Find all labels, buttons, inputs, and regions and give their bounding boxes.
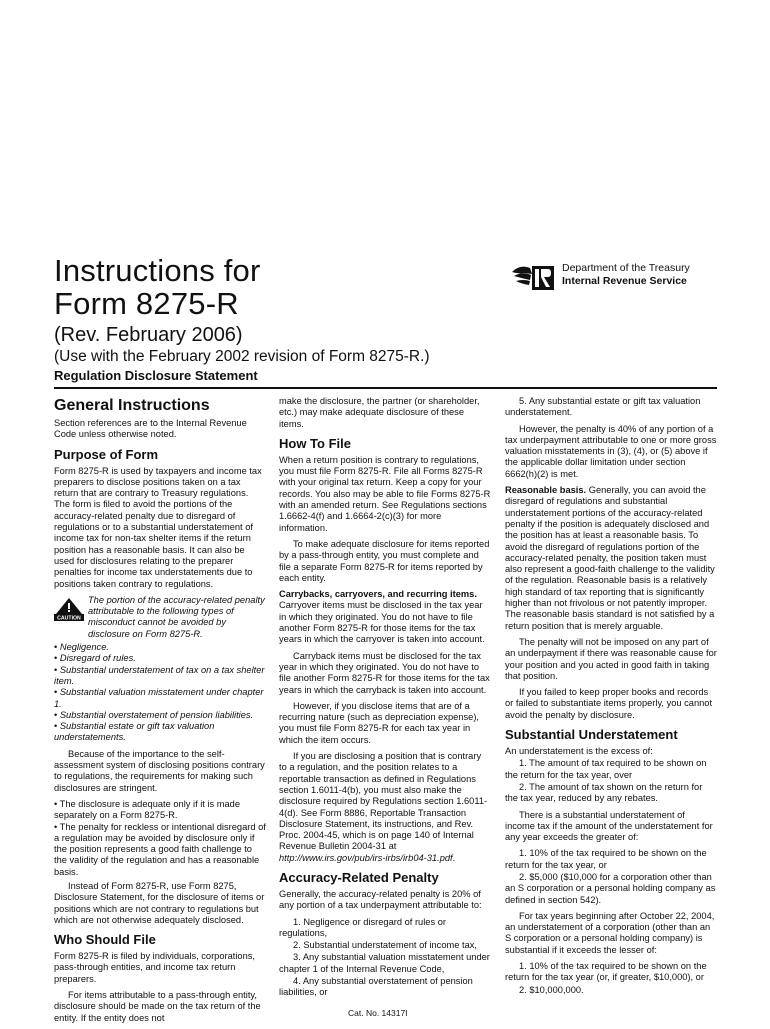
recurring-paragraph: However, if you disclose items that are of a recurring nature (such as depreciation expense), you must file Form 8275-R for each tax year in which the item occurs. xyxy=(279,700,479,745)
agency-department: Department of the Treasury xyxy=(562,262,690,274)
column-1 xyxy=(54,396,266,1029)
list-item: 3. Any substantial valuation misstatement under chapter 1 of the Internal Revenue Code, xyxy=(279,952,490,974)
use-with-note: (Use with the February 2002 revision of Form 8275-R.) xyxy=(54,348,430,365)
header-divider xyxy=(54,387,717,389)
corporation-paragraph: For tax years beginning after October 22, 2004, an understatement of a corporation (other than an S corporation or a personal holding company) is substantial if it exceeds the lesser of: xyxy=(505,910,715,955)
records-paragraph: If you failed to keep proper books and records or failed to substantiate items properly, you cannot avoid the penalty by disclosure. xyxy=(505,687,713,720)
list-item: 4. Any substantial overstatement of pension liabilities, or xyxy=(279,976,473,998)
carryover-paragraph: Carrybacks, carryovers, and recurring items. Carryover items must be disclosed in the tax year in which they originated. You do not have to file another Form 8275-R for those items for the tax years in which the carryover is taken into account. xyxy=(279,589,485,645)
list-item: • Substantial overstatement of pension liabilities. xyxy=(54,709,254,720)
list-item: 2. Substantial understatement of income tax, xyxy=(293,940,477,951)
list-item: 1. The amount of tax required to be shown on the return for the tax year, over xyxy=(505,758,707,780)
continued-paragraph: make the disclosure, the partner (or shareholder, etc.) may make adequate disclosure of these items. xyxy=(279,396,480,429)
substantial-understatement-heading: Substantial Understatement xyxy=(505,727,678,743)
list-item: • The penalty for reckless or intentional disregard of a regulation may be avoided by disclosure only if the position represents a good faith challenge to the validity of the regulation and has a reasonable basis. xyxy=(54,821,266,877)
column-2 xyxy=(279,396,491,1004)
how-paragraph-1: When a return position is contrary to regulations, you must file Form 8275-R. File all Forms 8275-R with your original tax return. Keep a copy for your records. You also may be able to file Forms 8275-R with an amended return. See Regulations sections 1.6662-4(f) and 1.6664-2(c)(3) for more information. xyxy=(279,454,491,533)
good-faith-paragraph: The penalty will not be imposed on any part of an underpayment if there was reasonable cause for your position and you acted in good faith in taking that position. xyxy=(505,636,717,681)
page-title-line1: Instructions for xyxy=(54,253,261,288)
list-item: • Negligence. xyxy=(54,642,109,653)
misconduct-list xyxy=(54,642,266,744)
purpose-paragraph: Form 8275-R is used by taxpayers and income tax preparers to disclose positions taken on a tax return that are contrary to Treasury regulations. The form is filed to avoid the portions of the accuracy-related penalty due to disregard of regulations or to a substantial understatement of income tax for non-tax shelter items if the return position has a reasonable basis. It can also be used for disclosures relating to the preparer penalties for income tax understatements due to positions taken contrary to regulations. xyxy=(54,465,262,589)
importance-paragraph: Because of the importance to the self-assessment system of disclosing positions contrary to regulations, the requirements for making such disclosures are stringent. xyxy=(54,748,265,793)
who-paragraph-2: For items attributable to a pass-through entity, disclosure should be made on the tax return of the entity. If the entity does not xyxy=(54,990,261,1023)
catalog-number: Cat. No. 14317I xyxy=(348,1008,408,1018)
list-item: 1. 10% of the tax required to be shown on the return for the tax year (or, if greater, $10,000), or xyxy=(505,961,707,983)
caution-text: The portion of the accuracy-related penalty attributable to the following types of misconduct cannot be avoided by disclosure on Form 8275-R. xyxy=(88,594,265,639)
title-block xyxy=(54,254,514,348)
list-item: 2. The amount of tax shown on the return for the tax year, reduced by any rebates. xyxy=(505,781,703,804)
irs-eagle-logo-icon xyxy=(510,262,556,292)
substantial-paragraph: There is a substantial understatement of income tax if the amount of the understatement for any year exceeds the greater of: xyxy=(505,809,713,843)
list-item: • Substantial estate or gift tax valuation understatements. xyxy=(54,721,215,743)
who-paragraph-1: Form 8275-R is filed by individuals, corporations, pass-through entities, and income tax return preparers. xyxy=(54,951,256,984)
list-item: 5. Any substantial estate or gift tax valuation understatement. xyxy=(505,396,701,418)
general-intro: Section references are to the Internal Revenue Code unless otherwise noted. xyxy=(54,418,247,440)
accuracy-paragraph: Generally, the accuracy-related penalty is 20% of any portion of a tax underpayment attributable to: xyxy=(279,888,482,911)
how-to-file-heading: How To File xyxy=(279,435,351,451)
page-title-line2: Form 8275-R xyxy=(54,286,239,321)
purpose-heading: Purpose of Form xyxy=(54,446,159,462)
list-item: 2. $5,000 ($10,000 for a corporation other than an S corporation or a personal holding company as defined in section 542). xyxy=(505,871,716,905)
reasonable-basis-paragraph: Reasonable basis. Generally, you can avoid the disregard of regulations and substantial understatement portions of the accuracy-related penalty if the position is adequately disclosed and the position has at least a reasonable basis. To avoid the disregard of regulations portion of the accuracy-related penalty, the position taken must also represent a good-faith challenge to the validity of the regulation. Reasonable basis is a relatively high standard of tax reporting that is significantly higher than not frivolous or not patently improper. The reasonable basis standard is not satisfied by a return position that is merely arguable. xyxy=(505,485,715,631)
disclosure-notes-list xyxy=(54,799,266,878)
accuracy-penalty-heading: Accuracy-Related Penalty xyxy=(279,869,439,885)
column-3 xyxy=(505,396,717,1001)
general-instructions-heading: General Instructions xyxy=(54,397,210,414)
carryback-paragraph: Carryback items must be disclosed for the tax year in which they originated. You do not have to file another Form 8275-R for those items for the tax years in which the carryback is taken into account. xyxy=(279,650,490,695)
list-item: 1. 10% of the tax required to be shown on the return for the tax year, or xyxy=(505,848,707,870)
list-item: • Substantial valuation misstatement under chapter 1. xyxy=(54,687,264,709)
reportable-paragraph: If you are disclosing a position that is contrary to a regulation, and the position relates to a reportable transaction as defined in Regulations section 1.6011-4(b), you must also make the disclosure required by Regulations section 1.6011-4(d). See Form 8886, Reportable Transaction Disclosure Statement, its instructions, and Rev. Proc. 2004-45, which is on page 140 of Internal Revenue Bulletin 2004-31 at http://www.irs.gov/pub/irs-irbs/irb04-31.pdf. xyxy=(279,751,488,863)
list-item: 1. Negligence or disregard of rules or regulations, xyxy=(279,916,446,938)
irb-link[interactable]: http://www.irs.gov/pub/irs-irbs/irb04-31.pdf xyxy=(279,852,453,863)
agency-irs: Internal Revenue Service xyxy=(562,275,687,287)
form-8275-paragraph: Instead of Form 8275-R, use Form 8275, Disclosure Statement, for the disclosure of items or positions which are not contrary to regulations but which are not otherwise adequately disclosed. xyxy=(54,880,265,925)
how-paragraph-2: To make adequate disclosure for items reported by a pass-through entity, you must complete and file a separate Form 8275-R for items reported by each entity. xyxy=(279,538,490,583)
caution-icon xyxy=(54,597,84,621)
form-subtitle: Regulation Disclosure Statement xyxy=(54,368,258,383)
forty-percent-paragraph: However, the penalty is 40% of any portion of a tax underpayment attributable to one or more gross valuation misstatements in (3), (4), or (5) above if the applicable dollar limitation under section 6662(h)(2) is met. xyxy=(505,423,717,479)
list-item: • Substantial understatement of tax on a tax shelter item. xyxy=(54,664,265,686)
list-item: • Disregard of rules. xyxy=(54,653,136,664)
agency-block xyxy=(510,262,690,292)
list-item: • The disclosure is adequate only if it is made separately on a Form 8275-R. xyxy=(54,798,241,821)
understatement-intro: An understatement is the excess of: xyxy=(505,746,653,757)
who-should-file-heading: Who Should File xyxy=(54,932,156,948)
list-item: 2. $10,000,000. xyxy=(519,984,584,995)
revision-date: (Rev. February 2006) xyxy=(54,324,243,346)
caution-box xyxy=(54,595,266,640)
caution-label: CAUTION xyxy=(57,615,81,621)
